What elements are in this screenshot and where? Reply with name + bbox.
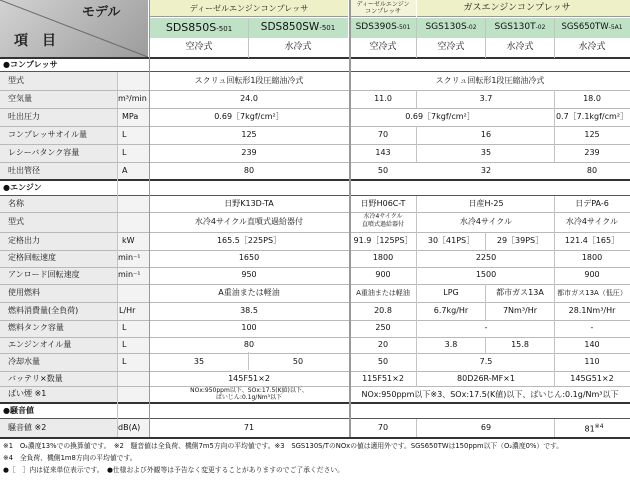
comp-unit-5: A	[122, 166, 128, 175]
cooling-1: 空冷式	[185, 42, 213, 52]
compressor-section-bar	[0, 60, 630, 70]
eng-label-7: 燃料タンク容量	[8, 323, 64, 332]
eng-label-11: ばい煙 ※1	[8, 389, 47, 398]
eng-val-c2b-6: 7Nm³/Hr	[502, 306, 538, 315]
eng-unit-8: L	[122, 340, 127, 349]
eng-unit-7: L	[122, 323, 127, 332]
eng-val-a1-11: NOx:950ppm以下、SOx:17.5(K値)以下、	[190, 387, 308, 394]
eng-unit-3: min⁻¹	[118, 253, 141, 262]
eng-val-c3-4: 900	[584, 270, 600, 279]
eng-val-b-11: NOx:950ppm以下※3、SOx:17.5(K値)以下、ばいじん:0.1g/Nm³以下	[361, 390, 619, 399]
eng-val-c2-10: 80D26R-MF×1	[457, 374, 515, 383]
eng-unit-4: min⁻¹	[118, 270, 141, 279]
comp-val-a-4: 239	[241, 148, 257, 157]
eng-val-a-0: 日野K13D-TA	[224, 199, 274, 208]
eng-val-c2-9: 7.5	[479, 357, 493, 366]
comp-val-c3-5: 80	[586, 166, 598, 175]
comp-label-3: コンプレッサオイル量	[8, 130, 88, 139]
eng-val-c3-6: 28.1Nm³/Hr	[568, 306, 616, 315]
cooling-5: 水冷式	[506, 42, 534, 52]
compressor-section-title: ●コンプレッサ	[3, 60, 58, 69]
comp-val-c2-1: 3.7	[479, 94, 493, 103]
eng-val-c1-8: 20	[377, 340, 389, 349]
eng-val-c1-0: 日野H06C-T	[360, 199, 406, 208]
comp-unit-4: L	[122, 148, 127, 157]
comp-val-c3-3: 125	[584, 130, 600, 139]
comp-label-0: 型式	[8, 76, 24, 85]
model-name-1: SDS850S-501	[165, 21, 233, 34]
eng-label-0: 名称	[8, 199, 24, 208]
engine-section-title: ●エンジン	[3, 183, 42, 192]
eng-val-c1-6: 20.8	[374, 306, 392, 315]
eng-val-c2a-5: LPG	[443, 288, 459, 297]
model-name-2: SDS850SW-501	[260, 21, 336, 33]
eng-val-c2-0: 日産H-25	[468, 199, 504, 208]
comp-label-4: レシーバタンク容量	[8, 148, 80, 157]
eng-val-c2a-2: 30［41PS］	[427, 236, 475, 245]
eng-val-c3-8: 140	[584, 340, 600, 349]
footnote-3: ●［ ］内は従来単位表示です。 ●仕様および外観等は予告なく変更することがありますのでご了承ください。	[3, 466, 344, 474]
eng-val-c2-1: 水冷4サイクル	[459, 217, 513, 226]
comp-val-c12-2: 0.69［7kgf/cm²］	[405, 112, 475, 121]
eng-val-a-8: 80	[243, 340, 255, 349]
comp-val-c1-1: 11.0	[374, 94, 392, 103]
eng-label-2: 定格出力	[8, 236, 40, 245]
eng-val-c1b-1: 直噴式過給器付	[361, 221, 405, 228]
model-name-4: SGS130S-02	[425, 22, 477, 32]
comp-val-c2-5: 32	[480, 166, 492, 175]
model-name-5: SGS130T-02	[494, 22, 546, 32]
eng-val-c3-10: 145G51×2	[570, 374, 614, 383]
gas-title: ガスエンジンコンプレッサ	[463, 3, 571, 13]
eng-val-c2b-2: 29［39PS］	[496, 236, 544, 245]
model-name-3: SDS390S-501	[355, 22, 411, 32]
eng-val-c1-7: 250	[375, 323, 391, 332]
eng-val-c2-7: -	[484, 323, 488, 332]
comp-label-2: 吐出圧力	[8, 112, 40, 121]
comp-unit-2: MPa	[122, 112, 139, 121]
eng-label-9: 冷却水量	[8, 357, 40, 366]
comp-val-c1-4: 143	[375, 148, 391, 157]
item-label: 項 目	[14, 33, 56, 49]
diesel-title: ディーゼルエンジンコンプレッサ	[189, 4, 309, 13]
noise-val-c2: 69	[480, 423, 492, 432]
eng-val-a1-9: 35	[193, 357, 205, 366]
eng-val-c3-0: 日デPA-6	[575, 199, 609, 208]
comp-label-1: 空気量	[8, 94, 32, 103]
eng-val-a-6: 38.5	[240, 306, 258, 315]
eng-val-c3-5: 都市ガス13A（低圧）	[557, 289, 627, 297]
noise-val-c3: 81$^{※4}$	[584, 423, 604, 434]
eng-label-6: 燃料消費量(全負荷)	[8, 306, 79, 315]
eng-val-c2-3: 2250	[475, 253, 497, 262]
cooling-2: 水冷式	[284, 42, 312, 52]
eng-val-c1-4: 900	[375, 270, 391, 279]
eng-label-8: エンジンオイル量	[8, 340, 72, 349]
eng-unit-6: L/Hr	[119, 306, 136, 315]
eng-val-c3-9: 110	[584, 357, 600, 366]
noise-label: 騒音値 ※2	[8, 423, 47, 432]
eng-val-a-5: A重油または軽油	[218, 288, 280, 297]
eng-val-a-2: 165.5［225PS］	[216, 236, 282, 245]
comp-val-c1-5: 50	[377, 166, 389, 175]
comp-val-c1-3: 70	[377, 130, 389, 139]
eng-val-a-3: 1650	[238, 253, 260, 262]
eng-label-1: 型式	[8, 217, 24, 226]
cooling-3: 空冷式	[369, 42, 397, 52]
comp-val-b-0: スクリュ回転形1段圧縮油冷式	[435, 76, 545, 85]
eng-val-c2b-8: 15.8	[511, 340, 529, 349]
model-name-6: SGS650TW-5A1	[561, 22, 623, 32]
noise-section-title: ●騒音値	[3, 406, 34, 415]
eng-val-c1-3: 1800	[372, 253, 394, 262]
eng-label-3: 定格回転速度	[8, 253, 56, 262]
eng-val-c1a-1: 水冷4サイクル	[363, 213, 403, 220]
cooling-6: 水冷式	[578, 42, 606, 52]
eng-val-a-1: 水冷4サイクル直噴式過給器付	[194, 217, 304, 226]
comp-val-c3-1: 18.0	[583, 94, 601, 103]
comp-val-a-3: 125	[241, 130, 257, 139]
comp-val-a-0: スクリュ回転形1段圧縮油冷式	[194, 76, 304, 85]
eng-val-a2-9: 50	[292, 357, 304, 366]
comp-val-c3-2: 0.7［7.1kgf/cm²］	[555, 112, 629, 121]
footnote-2: ※4 全負荷、機側1m8方向の平均値です。	[3, 454, 137, 462]
comp-unit-3: L	[122, 130, 127, 139]
eng-val-c3-7: -	[590, 323, 594, 332]
model-label: モデル	[82, 5, 121, 20]
comp-unit-1: m³/min	[118, 94, 147, 103]
eng-val-a-7: 100	[241, 323, 257, 332]
eng-val-a-10: 145F51×2	[228, 374, 270, 383]
noise-unit: dB(A)	[118, 423, 141, 432]
eng-val-c1-2: 91.9［125PS］	[353, 236, 413, 245]
eng-label-5: 使用燃料	[8, 288, 40, 297]
comp-val-a-1: 24.0	[240, 94, 258, 103]
eng-unit-9: L	[122, 357, 127, 366]
comp-label-5: 吐出管径	[8, 166, 40, 175]
eng-val-c3-2: 121.4［165］	[564, 236, 620, 245]
comp-val-c3-4: 239	[584, 148, 600, 157]
comp-val-a-5: 80	[243, 166, 255, 175]
eng-val-a-4: 950	[241, 270, 257, 279]
comp-val-c2-3: 16	[480, 130, 492, 139]
eng-val-c1-10: 115F51×2	[362, 374, 404, 383]
comp-val-a-2: 0.69［7kgf/cm²］	[214, 112, 284, 121]
eng-val-a2-11: ばいじん:0.1g/Nm³以下	[215, 394, 283, 401]
eng-val-c1-5: A重油または軽油	[356, 289, 410, 297]
footnote-1: ※1 O₂濃度13%での換算値です。 ※2 騒音値は全負荷、機側7m5方向の平均値です。※3 SGS130S/TのNOxの値は適用外です。SGS650TWは150ppm以下（O₂濃度0%）です。	[3, 442, 564, 450]
noise-val-c1: 70	[377, 423, 389, 432]
diesel2-title-line1: ディーゼルエンジン	[356, 1, 410, 8]
eng-label-10: バッテリ×数量	[8, 374, 63, 383]
comp-val-c2-4: 35	[480, 148, 492, 157]
eng-val-c2b-5: 都市ガス13A	[496, 288, 544, 297]
cooling-4: 空冷式	[437, 42, 465, 52]
noise-val-a: 71	[243, 423, 255, 432]
eng-val-c2a-8: 3.8	[444, 340, 458, 349]
eng-unit-2: kW	[122, 236, 135, 245]
eng-val-c1-9: 50	[377, 357, 389, 366]
eng-label-4: アンロード回転速度	[8, 270, 80, 279]
eng-val-c2-4: 1500	[475, 270, 497, 279]
eng-val-c3-3: 1800	[581, 253, 603, 262]
eng-val-c2a-6: 6.7kg/Hr	[433, 306, 469, 315]
eng-val-c3-1: 水冷4サイクル	[565, 217, 619, 226]
diesel2-title-line2: コンプレッサ	[365, 8, 401, 15]
